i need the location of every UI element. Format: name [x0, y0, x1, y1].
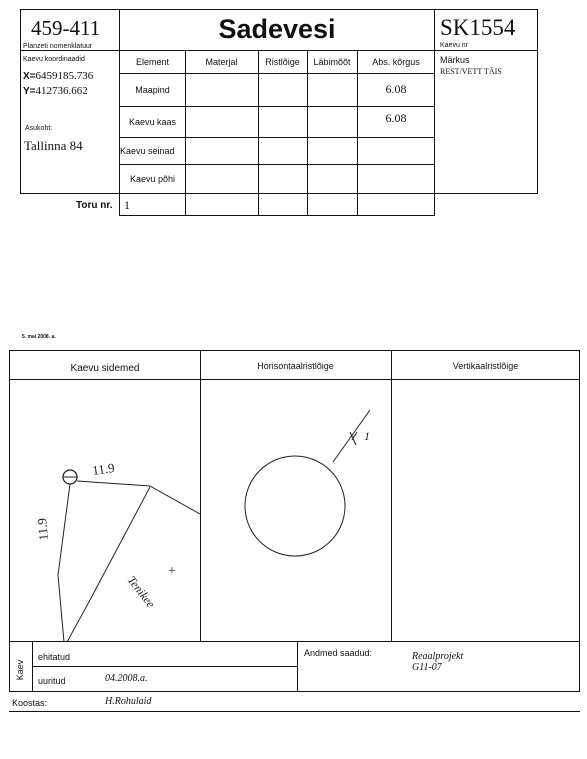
coordinate-x-label: X=: [23, 71, 36, 82]
section-horizontal-title: Horisontaalristlõige: [257, 361, 334, 371]
compiled-value: H.Rohulaid: [105, 696, 152, 707]
section-connections-title: Kaevu sidemed: [70, 362, 140, 374]
header-diameter: Läbimõõt: [313, 57, 351, 67]
row-element-kaevu-kaas: Kaevu kaas: [128, 116, 177, 127]
horizontal-sketch: [245, 410, 370, 556]
data-source-label: Andmed saadud:: [304, 648, 373, 658]
pipe-number-value: 1: [124, 197, 130, 212]
remarks-value: REST/VETT TÄIS: [440, 67, 502, 76]
location-label: Asukoht:: [25, 125, 53, 132]
date-note: 5. mai 2008. a.: [22, 334, 56, 340]
built-label: ehitatud: [38, 652, 71, 662]
well-id: SK1554: [440, 15, 516, 40]
cross-mark: +: [168, 564, 176, 579]
section-vertical-title: Vertikaalristlõige: [452, 361, 519, 371]
plan-number: 459-411: [31, 16, 101, 40]
surveyed-value: 04.2008.a.: [105, 673, 148, 684]
header-material: Materjal: [205, 57, 238, 67]
row-abs-kaevu-kaas: 6.08: [385, 110, 407, 125]
data-source-line2: G11-07: [412, 662, 442, 673]
connections-sketch: [58, 470, 200, 642]
row-abs-maapind: 6.08: [385, 82, 407, 96]
pipe-number-sketch: 1: [364, 429, 370, 443]
dim-left: 11.9: [34, 517, 51, 542]
row-element-kaevu-pohi: Kaevu põhi: [129, 173, 176, 184]
street-label: Tenikee: [124, 573, 158, 611]
row-element-kaevu-seinad: Kaevu seinad: [120, 145, 175, 156]
header-abs-height: Abs. kõrgus: [372, 57, 420, 67]
data-source-line1: Reaalprojekt: [412, 651, 464, 662]
building-outline: [58, 484, 70, 642]
coordinate-y-value: 412736.662: [35, 85, 88, 97]
row-element-maapind: Maapind: [135, 84, 170, 95]
kaev-label: Kaev: [15, 659, 25, 681]
location-value: Tallinna 84: [24, 138, 83, 153]
coordinate-x-value: 6459185.736: [35, 70, 94, 82]
coordinates-label: Kaevu koordinaadid: [23, 56, 85, 63]
pipe-number-label: Toru nr.: [76, 200, 113, 211]
remarks-label: Märkus: [440, 55, 470, 65]
well-id-label: Kaevu nr: [440, 42, 469, 49]
compiled-label: Koostas:: [12, 698, 48, 708]
header-cross-section: Ristlõige: [265, 57, 300, 67]
coordinate-y-label: Y=: [23, 86, 36, 97]
page-title: Sadevesi: [218, 14, 336, 44]
header-element: Element: [135, 57, 170, 67]
compiled-underline: [9, 711, 580, 712]
well-circle: [245, 456, 345, 556]
footer-box: [9, 642, 580, 692]
surveyed-label: uuritud: [38, 676, 66, 686]
plan-number-label: Planzeti nomenklatuur: [23, 43, 93, 50]
dim-top: 11.9: [91, 460, 116, 478]
